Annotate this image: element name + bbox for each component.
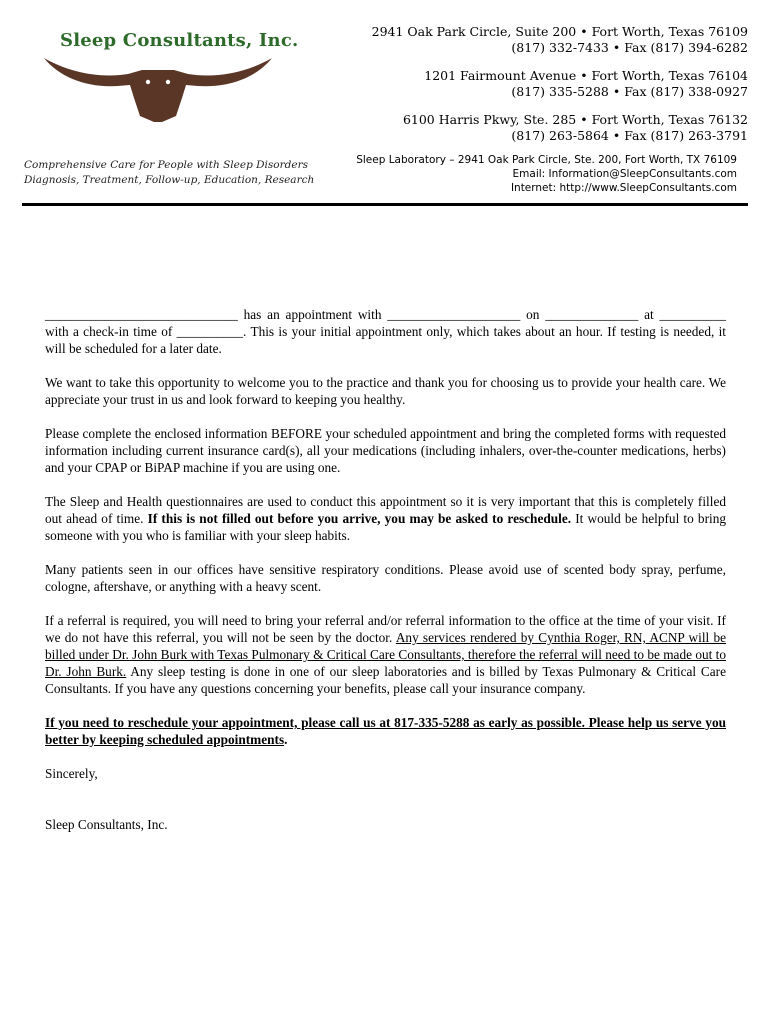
tagline-line-1: Comprehensive Care for People with Sleep Disorders bbox=[24, 159, 308, 171]
scent-paragraph: Many patients seen in our offices have sensitive respiratory conditions. Please avoid use of scented body spray, perfume, cologne, aftershave, or anything with a heavy scent. bbox=[45, 562, 726, 594]
reschedule-warning: If this is not filled out before you arrive, you may be asked to reschedule. bbox=[147, 511, 572, 526]
office-3-street: 6100 Harris Pkwy, Ste. 285 • Fort Worth, Texas 76132 bbox=[402, 112, 748, 127]
office-address-1 bbox=[372, 24, 748, 56]
appointment-paragraph: _____________________________ has an appointment with ____________________ on ______________ at __________ with a check-in time of __________. This is your initial appointment only, which takes about an hour. If testing is needed, it will be scheduled for a later date. bbox=[45, 307, 726, 356]
questionnaire-text: The Sleep and Health questionnaires are used to conduct this appointment so it is very important that this is completely filled out ahead of time. bbox=[45, 494, 726, 526]
company-logo-name: Sleep Consultants, Inc. bbox=[60, 30, 299, 51]
reschedule-period: . bbox=[284, 732, 288, 747]
welcome-paragraph: We want to take this opportunity to welcome you to the practice and thank you for choosing us to provide your health care. We appreciate your trust in us and look forward to keeping you healthy. bbox=[45, 375, 726, 407]
office-3-phone: (817) 263-5864 • Fax (817) 263-3791 bbox=[511, 128, 748, 143]
questionnaire-paragraph bbox=[45, 493, 726, 544]
office-address-2 bbox=[424, 68, 748, 100]
signature: Sleep Consultants, Inc. bbox=[45, 817, 168, 832]
office-1-phone: (817) 332-7433 • Fax (817) 394-6282 bbox=[511, 40, 748, 55]
sleep-lab-address: Sleep Laboratory – 2941 Oak Park Circle, Ste. 200, Fort Worth, TX 76109 bbox=[356, 154, 737, 166]
letter-body bbox=[45, 306, 726, 850]
tagline-line-2: Diagnosis, Treatment, Follow-up, Education, Research bbox=[24, 174, 315, 186]
referral-paragraph bbox=[45, 612, 726, 697]
reschedule-paragraph bbox=[45, 714, 726, 748]
email-address: Email: Information@SleepConsultants.com bbox=[512, 168, 737, 180]
billing-notice: Any services rendered by Cynthia Roger, RN, ACNP will be billed under Dr. John Burk with Texas Pulmonary & Critical Care Consultants, therefore the referral will need to be made out to Dr. John Burk. bbox=[45, 630, 726, 679]
website-url: Internet: http://www.SleepConsultants.com bbox=[510, 182, 737, 194]
contact-info bbox=[356, 153, 737, 195]
tagline bbox=[24, 158, 314, 188]
forms-paragraph: Please complete the enclosed information BEFORE your scheduled appointment and bring the completed forms with requested information including current insurance card(s), all your medications (including inhalers, over-the-counter medications, herbs) and your CPAP or BiPAP machine if you are using one. bbox=[45, 426, 726, 475]
header-divider bbox=[22, 203, 748, 206]
office-2-phone: (817) 335-5288 • Fax (817) 338-0927 bbox=[511, 84, 748, 99]
referral-text-end: Any sleep testing is done in one of our sleep laboratories and is billed by Texas Pulmonary & Critical Care Consultants. If you have any questions concerning your benefits, please call your insurance company. bbox=[45, 664, 726, 696]
office-address-3 bbox=[403, 112, 748, 144]
longhorn-logo-icon bbox=[42, 52, 274, 124]
office-2-street: 1201 Fairmount Avenue • Fort Worth, Texas 76104 bbox=[424, 68, 748, 83]
reschedule-notice: If you need to reschedule your appointment, please call us at 817-335-5288 as early as possible. Please help us serve you better by keeping scheduled appointments bbox=[45, 715, 726, 747]
referral-text: If a referral is required, you will need to bring your referral and/or referral information to the office at the time of your visit. If we do not have this referral, you will not be seen by the doctor. bbox=[45, 613, 726, 645]
questionnaire-text-end: It would be helpful to bring someone with you who is familiar with your sleep habits. bbox=[45, 511, 727, 543]
closing: Sincerely, bbox=[45, 766, 98, 781]
office-1-street: 2941 Oak Park Circle, Suite 200 • Fort Worth, Texas 76109 bbox=[371, 24, 748, 39]
